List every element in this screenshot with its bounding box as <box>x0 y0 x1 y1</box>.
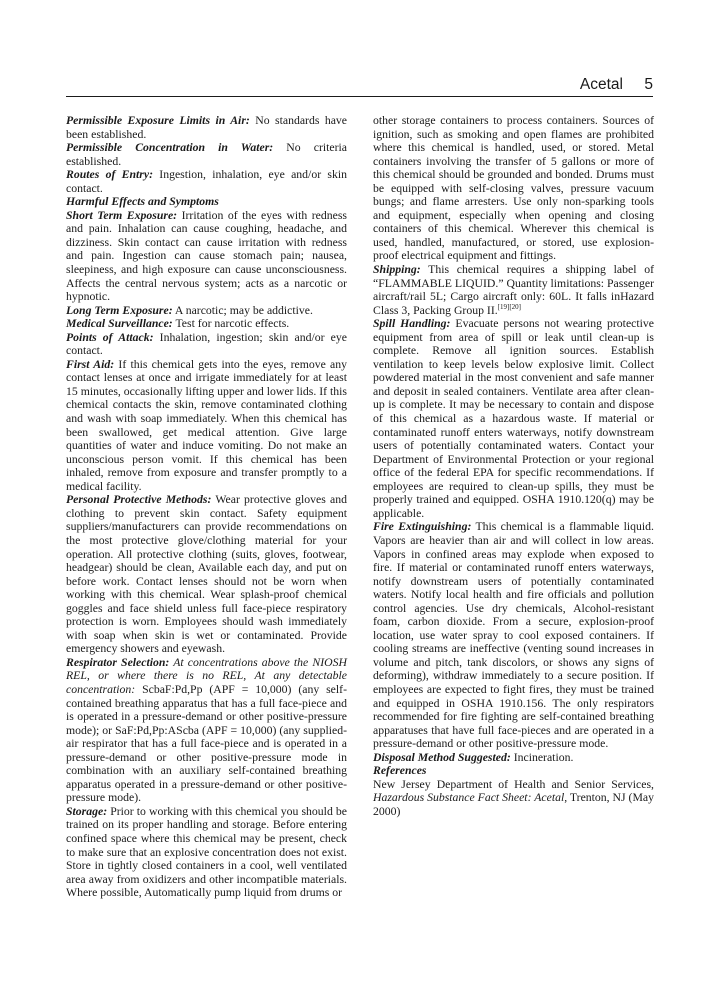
points-label: Points of Attack: <box>66 330 154 344</box>
page-number: 5 <box>644 76 653 93</box>
short-term-text: Irritation of the eyes with redness and pain. Inhalation can cause coughing, headache, and dizziness. Skin contact can cause irritation with redness and pain. Ingestion can cause stomach pain; nausea, sleepiness, and high exposure can cause unconsciousness. Affects the central nervous system; acts as a narcotic or hypnotic. <box>66 208 347 304</box>
reference-text-1: New Jersey Department of Health and Senior Services, <box>373 777 654 791</box>
reference-title: Hazardous Substance Fact Sheet: Acetal <box>373 791 565 805</box>
storage-label: Storage: <box>66 804 108 818</box>
fire-paragraph <box>373 520 654 750</box>
protective-methods-label: Personal Protective Methods: <box>66 493 212 507</box>
points-paragraph <box>66 331 347 358</box>
right-column <box>373 114 654 818</box>
long-term-label: Long Term Exposure: <box>66 303 173 317</box>
first-aid-label: First Aid: <box>66 357 115 371</box>
reference-entry <box>373 778 654 819</box>
storage-text: Prior to working with this chemical you should be trained on its proper handling and storage. Before entering confined space where this chemical may be present, check to make sure that an explosive concentration does not exist. Store in tightly closed containers in a cool, well ventilated area away from oxidizers and other incompatible materials. Where possible, Automatically pump liquid from drums or <box>66 804 347 900</box>
points-text: Inhalation, ingestion; skin and/or eye contact. <box>66 330 347 358</box>
first-aid-text: If this chemical gets into the eyes, remove any contact lenses at once and irrigate immediately for at least 15 minutes, occasionally lifting upper and lower lids. If this chemical contacts the skin, remove contaminated clothing and wash with soap immediately. When this chemical has been swallowed, get medical attention. Give large quantities of water and induce vomiting. Do not make an unconscious person vomit. If this chemical has been inhaled, remove from exposure and transfer promptly to a medical facility. <box>66 357 347 493</box>
respirator-text: ScbaF:Pd,Pp (APF = 10,000) (any self-contained breathing apparatus that has a full face-piece and is operated in a pressure-demand or other positive-pressure mode); or SaF:Pd,Pp:AScba (APF = 10,000) (any supplied-air respirator that has a full face-piece and is operated in a pressure-demand or other positive-pressure mode in combination with an auxiliary self-contained breathing apparatus operated in a pressure-demand or other positive-pressure mode). <box>66 682 347 805</box>
fire-label: Fire Extinguishing: <box>373 520 472 534</box>
header-rule <box>66 96 653 97</box>
spill-text: Evacuate persons not wearing protective equipment from area of spill or leak until clean-up is complete. Remove all ignition sources. Establish ventilation to keep levels below explosive limit. Collect powdered material in the most convenient and safe manner and deposit in sealed containers. Ventilate area after clean-up is complete. It may be necessary to contain and dispose of this chemical as a hazardous waste. If material or contaminated runoff enters waterways, notify downstream users of potentially contaminated waters. Contact your Department of Environmental Protection or your regional office of the federal EPA for specific recommendations. If employees are required to clean-up spills, they must be properly trained and equipped. OSHA 1910.120(q) may be applicable. <box>373 317 654 520</box>
harmful-effects-heading: Harmful Effects and Symptoms <box>66 195 219 209</box>
storage-continued: other storage containers to process containers. Sources of ignition, such as smoking and open flames are prohibited where this chemical is handled, used, or stored. Metal containers involving the transfer of 5 gallons or more of this chemical should be grounded and bonded. Drums must be equipped with self-closing valves, pressure vacuum bungs; and flame arresters. Use only non-sparking tools and equipment, especially when opening and closing containers of this chemical. Wherever this chemical is used, handled, manufactured, or stored, use explosion-proof electrical equipment and fittings. <box>373 114 654 263</box>
reference-text-2: , Trenton, NJ (May 2000) <box>373 791 655 818</box>
respirator-paragraph <box>66 656 347 805</box>
disposal-text: Incineration. <box>510 750 574 764</box>
respirator-condition: At concentrations above the NIOSH REL, or where there is no REL, At any detectable concentration: <box>66 655 347 696</box>
running-header-title: Acetal <box>579 76 623 93</box>
pcw-label: Permissible Concentration in Water: <box>66 141 274 155</box>
disposal-paragraph <box>373 751 654 765</box>
protective-methods-text: Wear protective gloves and clothing to prevent skin contact. Safety equipment suppliers/manufacturers can provide recommendations on the most protective glove/clothing material for your operation. All protective clothing (suits, gloves, footwear, headgear) should be clean, Available each day, and put on before work. Contact lenses should not be worn when working with this chemical. Wear splash-proof chemical goggles and face shield unless full face-piece respiratory protection is worn. Employees should wash immediately with soap when skin is wet or contaminated. Provide emergency showers and eyewash. <box>66 493 347 656</box>
pcw-paragraph <box>66 141 347 168</box>
running-header <box>66 74 653 96</box>
shipping-label: Shipping: <box>373 263 421 277</box>
routes-label: Routes of Entry: <box>66 168 154 182</box>
references-heading: References <box>373 764 427 778</box>
protective-methods-paragraph <box>66 493 347 656</box>
disposal-label: Disposal Method Suggested: <box>373 750 511 764</box>
long-term-text: A narcotic; may be addictive. <box>172 303 313 317</box>
medical-label: Medical Surveillance: <box>66 317 173 331</box>
shipping-paragraph <box>373 263 654 317</box>
pcw-text: No criteria established. <box>66 141 347 168</box>
short-term-label: Short Term Exposure: <box>66 208 178 222</box>
medical-text: Test for narcotic effects. <box>172 317 290 331</box>
storage-paragraph <box>66 805 347 900</box>
long-term-paragraph <box>66 304 347 318</box>
first-aid-paragraph <box>66 358 347 493</box>
shipping-text: This chemical requires a shipping label of “FLAMMABLE LIQUID.” Quantity limitations: Passenger aircraft/rail 5L; Cargo aircraft only: 60L. It falls inHazard Class 3, Packing Group II. <box>373 263 654 317</box>
spill-paragraph <box>373 317 654 520</box>
respirator-label: Respirator Selection: <box>66 655 170 669</box>
pel-text: No standards have been established. <box>66 114 347 141</box>
fire-text: This chemical is a flammable liquid. Vapors are heavier than air and will collect in low areas. Vapors in confined areas may explode when exposed to fire. If material or contaminated runoff enters waterways, notify downstream users of potentially contaminated waters. Notify local health and fire officials and pollution control agencies. Use dry chemicals, Alcohol-resistant foam, carbon dioxide. From a secure, explosion-proof location, use water spray to cool exposed containers. If cooling streams are ineffective (venting sound increases in volume and pitch, tank discolors, or shows any signs of deforming), withdraw immediately to a secure position. If employees are expected to fight fires, they must be trained and equipped in OSHA 1910.156. The only respirators recommended for fire fighting are self-contained breathing apparatuses that have full face-pieces and are operated in a pressure-demand or other positive-pressure mode. <box>373 520 654 751</box>
pel-label: Permissible Exposure Limits in Air: <box>66 114 250 127</box>
pel-paragraph <box>66 114 347 141</box>
medical-paragraph <box>66 317 347 331</box>
short-term-paragraph <box>66 209 347 304</box>
shipping-citation: [19][20] <box>497 302 521 311</box>
left-column <box>66 114 347 900</box>
routes-paragraph <box>66 168 347 195</box>
spill-label: Spill Handling: <box>373 317 451 331</box>
routes-text: Ingestion, inhalation, eye and/or skin contact. <box>66 168 347 195</box>
